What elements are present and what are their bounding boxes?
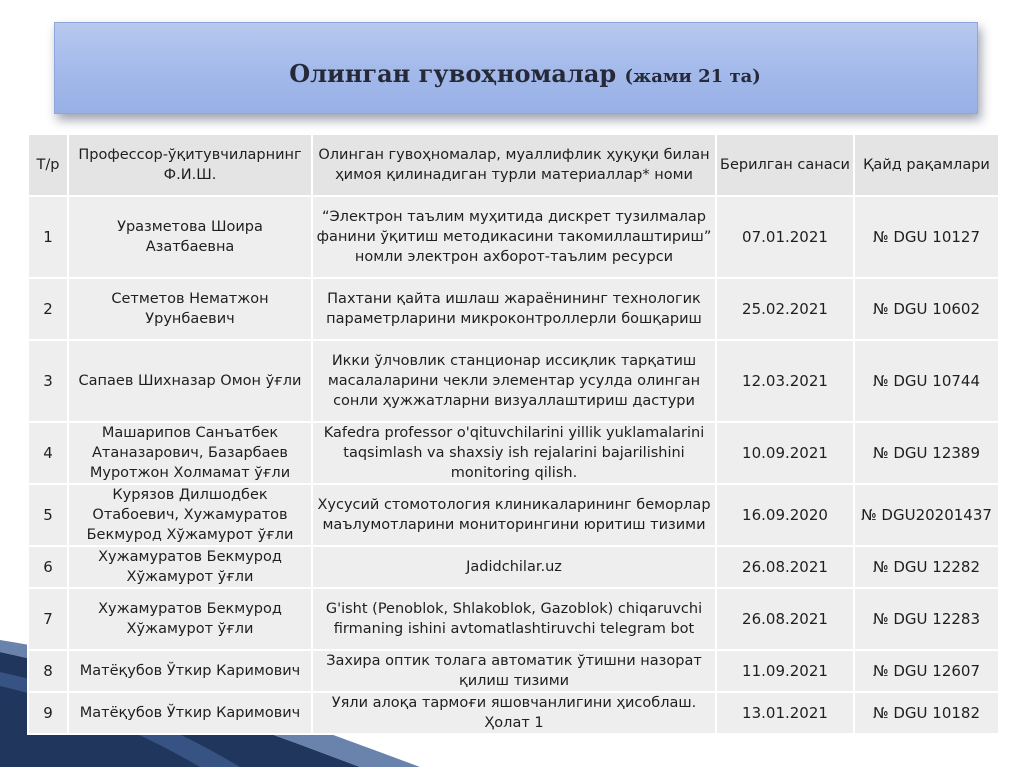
issue-date: 26.08.2021 bbox=[716, 546, 854, 588]
row-number: 7 bbox=[28, 588, 68, 650]
header-row bbox=[28, 134, 999, 196]
material-title: G'isht (Penoblok, Shlakoblok, Gazoblok) chiqaruvchi firmaning ishini avtomatlashtiruvchi telegram bot bbox=[312, 588, 716, 650]
issue-date: 12.03.2021 bbox=[716, 340, 854, 422]
table-row bbox=[28, 422, 999, 484]
material-title: Jadidchilar.uz bbox=[312, 546, 716, 588]
row-number: 6 bbox=[28, 546, 68, 588]
title-banner bbox=[54, 22, 978, 114]
author-name: Сетметов Нематжон Урунбаевич bbox=[68, 278, 312, 340]
author-name: Хужамуратов Бекмурод Хўжамурот ўғли bbox=[68, 588, 312, 650]
title-main: Олинган гувоҳномалар bbox=[289, 59, 617, 88]
table-row bbox=[28, 588, 999, 650]
title-count: (жами 21 та) bbox=[624, 66, 761, 87]
registration-number: № DGU 10182 bbox=[854, 692, 999, 734]
issue-date: 26.08.2021 bbox=[716, 588, 854, 650]
certificates-table bbox=[27, 133, 1000, 735]
material-title: Икки ўлчовлик станционар иссиқлик тарқатиш масалаларини чекли элементар усулда олинган сонли ҳужжатларни визуаллаштириш дастури bbox=[312, 340, 716, 422]
row-number: 8 bbox=[28, 650, 68, 692]
issue-date: 25.02.2021 bbox=[716, 278, 854, 340]
author-name: Сапаев Шихназар Омон ўғли bbox=[68, 340, 312, 422]
row-number: 5 bbox=[28, 484, 68, 546]
header-material: Олинган гувоҳномалар, муаллифлик ҳуқуқи билан ҳимоя қилинадиган турли материаллар* номи bbox=[312, 134, 716, 196]
material-title: Захира оптик толага автоматик ўтишни назорат қилиш тизими bbox=[312, 650, 716, 692]
registration-number: № DGU 12607 bbox=[854, 650, 999, 692]
author-name: Машарипов Санъатбек Атаназарович, Базарбаев Муротжон Холмамат ўғли bbox=[68, 422, 312, 484]
material-title: Хусусий стомотология клиникаларининг беморлар маълумотларини мониторингини юритиш тизими bbox=[312, 484, 716, 546]
registration-number: № DGU 12282 bbox=[854, 546, 999, 588]
row-number: 1 bbox=[28, 196, 68, 278]
issue-date: 07.01.2021 bbox=[716, 196, 854, 278]
registration-number: № DGU 10602 bbox=[854, 278, 999, 340]
row-number: 9 bbox=[28, 692, 68, 734]
page-title bbox=[55, 59, 977, 92]
issue-date: 11.09.2021 bbox=[716, 650, 854, 692]
registration-number: № DGU 10127 bbox=[854, 196, 999, 278]
registration-number: № DGU 12389 bbox=[854, 422, 999, 484]
header-registration: Қайд рақамлари bbox=[854, 134, 999, 196]
registration-number: № DGU20201437 bbox=[854, 484, 999, 546]
material-title: Kafedra professor o'qituvchilarini yillik yuklamalarini taqsimlash va shaxsiy ish rejalarini bajarilishini monitoring qilish. bbox=[312, 422, 716, 484]
table-row bbox=[28, 196, 999, 278]
header-number: Т/р bbox=[28, 134, 68, 196]
table-row bbox=[28, 278, 999, 340]
table-row bbox=[28, 546, 999, 588]
registration-number: № DGU 12283 bbox=[854, 588, 999, 650]
author-name: Матёқубов Ўткир Каримович bbox=[68, 650, 312, 692]
issue-date: 10.09.2021 bbox=[716, 422, 854, 484]
author-name: Матёқубов Ўткир Каримович bbox=[68, 692, 312, 734]
table-row bbox=[28, 484, 999, 546]
header-name: Профессор-ўқитувчиларнинг Ф.И.Ш. bbox=[68, 134, 312, 196]
issue-date: 16.09.2020 bbox=[716, 484, 854, 546]
table-row bbox=[28, 692, 999, 734]
material-title: Пахтани қайта ишлаш жараёнининг технологик параметрларини микроконтроллерли бошқариш bbox=[312, 278, 716, 340]
registration-number: № DGU 10744 bbox=[854, 340, 999, 422]
author-name: Уразметова Шоира Азатбаевна bbox=[68, 196, 312, 278]
material-title: “Электрон таълим муҳитида дискрет тузилмалар фанини ўқитиш методикасини такомиллаштириш” номли электрон ахборот-таълим ресурси bbox=[312, 196, 716, 278]
row-number: 2 bbox=[28, 278, 68, 340]
row-number: 4 bbox=[28, 422, 68, 484]
material-title: Уяли алоқа тармоғи яшовчанлигини ҳисоблаш. Ҳолат 1 bbox=[312, 692, 716, 734]
header-date: Берилган санаси bbox=[716, 134, 854, 196]
table-row bbox=[28, 650, 999, 692]
row-number: 3 bbox=[28, 340, 68, 422]
table-row bbox=[28, 340, 999, 422]
author-name: Курязов Дилшодбек Отабоевич, Хужамуратов Бекмурод Хўжамурот ўғли bbox=[68, 484, 312, 546]
author-name: Хужамуратов Бекмурод Хўжамурот ўғли bbox=[68, 546, 312, 588]
issue-date: 13.01.2021 bbox=[716, 692, 854, 734]
